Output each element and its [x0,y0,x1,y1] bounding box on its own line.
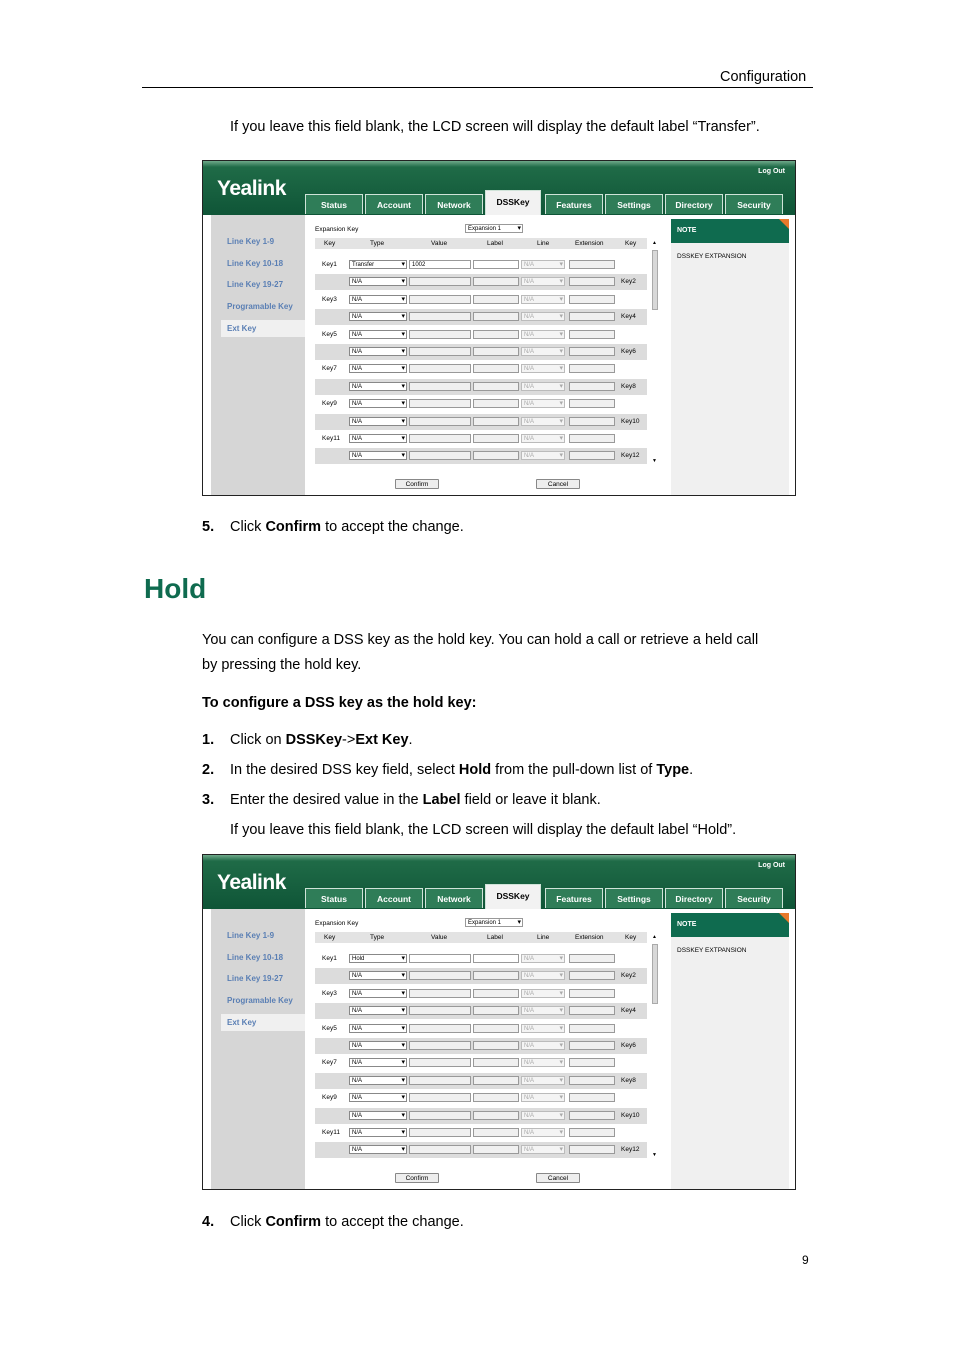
type-select[interactable]: N/A ▾ [349,1145,407,1154]
label-input[interactable] [473,295,519,304]
intro-text: If you leave this field blank, the LCD screen will display the default label “Transfer”. [230,119,760,135]
step-number: 3. [202,792,215,808]
key-label: Key12 [621,452,640,460]
key-label: Key6 [621,348,636,355]
extension-input[interactable] [569,364,615,373]
bold-term: Confirm [265,519,322,535]
key-label: Key7 [322,1059,337,1067]
expansion-select[interactable]: Expansion 1 ▾ [465,918,523,927]
label-input[interactable] [473,417,519,426]
line-select[interactable]: N/A ▾ [521,434,565,443]
extension-input[interactable] [569,312,615,321]
value-input[interactable] [409,954,471,963]
tab-settings[interactable]: Settings [605,194,663,214]
brand-logo: Yealink [217,871,286,894]
label-input[interactable] [473,971,519,980]
extension-input[interactable] [569,1093,615,1102]
table-row [315,379,647,395]
table-row [315,1021,647,1037]
note-text: DSSKEY EXTPANSION [677,947,747,954]
label-input[interactable] [473,1024,519,1033]
step-text [230,728,413,753]
type-select[interactable]: N/A ▾ [349,434,407,443]
table-row [315,396,647,412]
note-title: NOTE [671,913,789,937]
type-select[interactable]: N/A ▾ [349,1006,407,1015]
table-row [315,951,647,967]
scrollbar[interactable] [651,934,659,1158]
label-input[interactable] [473,364,519,373]
type-select[interactable]: Hold ▾ [349,954,407,963]
value-input[interactable] [409,1006,471,1015]
label-input[interactable] [473,434,519,443]
key-label: Key5 [322,1024,337,1032]
table-row [315,1108,647,1124]
brand-logo: Yealink [217,177,286,200]
text: Click [230,519,266,535]
value-input[interactable] [409,1058,471,1067]
line-select[interactable]: N/A ▾ [521,451,565,460]
key-label: Key4 [621,313,636,321]
scroll-thumb[interactable] [652,944,658,1004]
type-select[interactable]: N/A ▾ [349,399,407,408]
extension-input[interactable] [569,277,615,286]
step-4 [202,1210,464,1235]
label-input[interactable] [473,382,519,391]
note-title: NOTE [671,219,789,243]
section-title: Hold [144,573,207,604]
text: to accept the change. [321,519,464,535]
table-row [315,986,647,1002]
label-input[interactable] [473,1128,519,1137]
extension-input[interactable] [569,1111,615,1120]
scroll-thumb[interactable] [652,250,658,310]
tab-network[interactable]: Network [425,888,483,908]
column-header: Line [537,934,550,941]
extension-input[interactable] [569,434,615,443]
column-header: Extension [575,240,604,247]
value-input[interactable] [409,1093,471,1102]
tab-status[interactable]: Status [305,888,363,908]
extension-input[interactable] [569,347,615,356]
type-select[interactable]: N/A ▾ [349,417,407,426]
key-label: Key7 [322,365,337,373]
column-header: Line [537,240,550,247]
table-row [315,257,647,273]
value-input[interactable] [409,1076,471,1085]
column-header: Label [487,240,503,247]
tab-status[interactable]: Status [305,194,363,214]
column-header: Key [625,240,637,247]
sidebar-item-line-key-10-18[interactable]: Line Key 10-18 [227,953,284,962]
line-select[interactable]: N/A ▾ [521,399,565,408]
value-input[interactable] [409,1024,471,1033]
value-input[interactable]: 1002 [409,260,471,269]
key-label: Key11 [322,1129,340,1136]
key-label: Key11 [322,435,340,442]
tab-features[interactable]: Features [545,194,603,214]
bold-term: Type [656,762,690,778]
step-text [230,515,464,540]
text: to accept the change. [321,1214,464,1230]
extension-input[interactable] [569,382,615,391]
confirm-button[interactable]: Confirm [395,479,439,489]
column-header: Key [324,934,336,941]
page-number: 9 [802,1253,809,1267]
value-input[interactable] [409,364,471,373]
extension-input[interactable] [569,295,615,304]
extension-input[interactable] [569,1024,615,1033]
text: -> [342,732,356,748]
step-5 [202,515,464,540]
sidebar-item-ext-key[interactable]: Ext Key [221,1014,305,1031]
sidebar-item-line-key-1-9[interactable]: Line Key 1-9 [227,237,275,246]
key-label: Key5 [322,330,337,338]
sidebar-item-line-key-1-9[interactable]: Line Key 1-9 [227,931,275,940]
scroll-up-icon[interactable]: ▲ [652,934,657,940]
label-input[interactable] [473,1111,519,1120]
type-select[interactable]: N/A ▾ [349,364,407,373]
extension-input[interactable] [569,260,615,269]
table-row [315,1073,647,1089]
column-header: Type [370,240,385,247]
key-label: Key1 [322,955,337,962]
extension-input[interactable] [569,954,615,963]
extension-input[interactable] [569,330,615,339]
extension-input[interactable] [569,1076,615,1085]
column-header: Label [487,934,503,941]
running-header: Configuration [720,69,807,85]
value-input[interactable] [409,1128,471,1137]
value-input[interactable] [409,330,471,339]
text: . [689,762,694,778]
line-select[interactable]: N/A ▾ [521,989,565,998]
value-input[interactable] [409,399,471,408]
table-row [315,327,647,343]
table-row [315,361,647,377]
table-header [315,238,647,249]
value-input[interactable] [409,417,471,426]
sidebar-item-programable-key[interactable]: Programable Key [227,302,293,311]
key-label: Key3 [322,989,337,997]
tab-security[interactable]: Security [725,888,783,908]
step-number: 4. [202,1214,215,1230]
line-select[interactable]: N/A ▾ [521,382,565,391]
procedure-heading: To configure a DSS key as the hold key: [202,695,477,711]
label-input[interactable] [473,1006,519,1015]
step-text [230,1210,464,1235]
type-select[interactable]: N/A ▾ [349,312,407,321]
extension-input[interactable] [569,417,615,426]
table-row [315,1142,647,1158]
key-label: Key2 [621,972,636,980]
sidebar-item-line-key-19-27[interactable]: Line Key 19-27 [227,974,284,983]
text: In the desired DSS key field, select [230,762,459,778]
table-row [315,1055,647,1071]
label-input[interactable] [473,260,519,269]
header-rule [142,87,813,88]
type-select[interactable]: N/A ▾ [349,1024,407,1033]
value-input[interactable] [409,382,471,391]
label-input[interactable] [473,1093,519,1102]
line-select[interactable]: N/A ▾ [521,312,565,321]
label-input[interactable] [473,330,519,339]
value-input[interactable] [409,434,471,443]
tab-security[interactable]: Security [725,194,783,214]
line-select[interactable]: N/A ▾ [521,971,565,980]
value-input[interactable] [409,277,471,286]
extension-input[interactable] [569,989,615,998]
bold-term: Confirm [265,1214,322,1230]
type-select[interactable]: N/A ▾ [349,277,407,286]
label-input[interactable] [473,347,519,356]
sidebar-item-programable-key[interactable]: Programable Key [227,996,293,1005]
tab-settings[interactable]: Settings [605,888,663,908]
column-header: Value [431,240,448,247]
line-select[interactable]: N/A ▾ [521,1128,565,1137]
paragraph-line-2: by pressing the hold key. [202,657,362,673]
extension-input[interactable] [569,451,615,460]
tab-features[interactable]: Features [545,888,603,908]
step-number: 1. [202,732,215,748]
extension-input[interactable] [569,1006,615,1015]
sidebar-item-line-key-19-27[interactable]: Line Key 19-27 [227,280,284,289]
label-input[interactable] [473,1041,519,1050]
extension-input[interactable] [569,399,615,408]
value-input[interactable] [409,971,471,980]
value-input[interactable] [409,1041,471,1050]
key-label: Key9 [322,1094,337,1102]
table-row [315,1003,647,1019]
line-select[interactable]: N/A ▾ [521,260,565,269]
bold-term: Label [422,792,461,808]
line-select[interactable]: N/A ▾ [521,347,565,356]
line-select[interactable]: N/A ▾ [521,1024,565,1033]
text: from the pull-down list of [491,762,657,778]
column-header: Type [370,934,385,941]
paragraph-line-1: You can configure a DSS key as the hold key. You can hold a call or retrieve a held call [202,632,759,648]
tab-dsskey[interactable]: DSSKey [485,190,541,215]
text: . [408,732,413,748]
label-input[interactable] [473,277,519,286]
table-row [315,309,647,325]
logout-link[interactable]: Log Out [758,862,785,869]
bold-term: DSSKey [285,732,343,748]
type-select[interactable]: Transfer ▾ [349,260,407,269]
key-label: Key8 [621,1076,636,1084]
key-label: Key12 [621,1146,640,1154]
value-input[interactable] [409,989,471,998]
key-label: Key8 [621,382,636,390]
column-header: Key [324,240,336,247]
line-select[interactable]: N/A ▾ [521,277,565,286]
table-row [315,1038,647,1054]
table-row [315,414,647,430]
label-input[interactable] [473,451,519,460]
label-input[interactable] [473,1076,519,1085]
step-text [230,788,601,813]
label-input[interactable] [473,989,519,998]
value-input[interactable] [409,347,471,356]
table-row [315,274,647,290]
sidebar-item-ext-key[interactable]: Ext Key [221,320,305,337]
key-label: Key10 [621,1111,640,1119]
line-select[interactable]: N/A ▾ [521,1076,565,1085]
extension-input[interactable] [569,1041,615,1050]
key-label: Key4 [621,1007,636,1015]
label-input[interactable] [473,954,519,963]
bold-term: Ext Key [355,732,409,748]
expansion-key-label: Expansion Key [315,226,359,233]
tab-network[interactable]: Network [425,194,483,214]
scrollbar[interactable] [651,240,659,464]
step-2 [202,758,802,783]
label-input[interactable] [473,399,519,408]
table-row [315,1090,647,1106]
tab-account[interactable]: Account [365,194,423,214]
step-number: 2. [202,762,215,778]
tab-directory[interactable]: Directory [665,888,723,908]
key-label: Key1 [322,261,337,268]
logout-link[interactable]: Log Out [758,168,785,175]
table-header [315,932,647,943]
key-label: Key6 [621,1042,636,1049]
table-row [315,1125,647,1141]
scroll-down-icon[interactable]: ▼ [652,1152,657,1158]
line-select[interactable]: N/A ▾ [521,330,565,339]
line-select[interactable]: N/A ▾ [521,295,565,304]
step-1 [202,728,802,753]
line-select[interactable]: N/A ▾ [521,1058,565,1067]
value-input[interactable] [409,451,471,460]
tab-dsskey[interactable]: DSSKey [485,884,541,909]
line-select[interactable]: N/A ▾ [521,1041,565,1050]
cancel-button[interactable]: Cancel [536,1173,580,1183]
type-select[interactable]: N/A ▾ [349,989,407,998]
line-select[interactable]: N/A ▾ [521,1111,565,1120]
line-select[interactable]: N/A ▾ [521,417,565,426]
column-header: Extension [575,934,604,941]
value-input[interactable] [409,312,471,321]
type-select[interactable]: N/A ▾ [349,382,407,391]
type-select[interactable]: N/A ▾ [349,1128,407,1137]
table-row [315,968,647,984]
label-input[interactable] [473,1058,519,1067]
tab-account[interactable]: Account [365,888,423,908]
type-select[interactable]: N/A ▾ [349,1093,407,1102]
column-header: Key [625,934,637,941]
line-select[interactable]: N/A ▾ [521,364,565,373]
line-select[interactable]: N/A ▾ [521,1145,565,1154]
note-panel [671,219,789,495]
key-label: Key2 [621,278,636,286]
extension-input[interactable] [569,1128,615,1137]
value-input[interactable] [409,295,471,304]
type-select[interactable]: N/A ▾ [349,330,407,339]
key-label: Key9 [322,400,337,408]
type-select[interactable]: N/A ▾ [349,347,407,356]
text: Click on [230,732,286,748]
web-ui-screenshot-transfer [202,160,796,496]
text: Click [230,1214,266,1230]
type-select[interactable]: N/A ▾ [349,1111,407,1120]
scroll-down-icon[interactable]: ▼ [652,458,657,464]
table-row [315,344,647,360]
line-select[interactable]: N/A ▾ [521,1006,565,1015]
extension-input[interactable] [569,1058,615,1067]
type-select[interactable]: N/A ▾ [349,451,407,460]
key-label: Key3 [322,295,337,303]
label-input[interactable] [473,312,519,321]
table-row [315,292,647,308]
type-select[interactable]: N/A ▾ [349,295,407,304]
column-header: Value [431,934,448,941]
value-input[interactable] [409,1111,471,1120]
type-select[interactable]: N/A ▾ [349,971,407,980]
extension-input[interactable] [569,1145,615,1154]
key-label: Key10 [621,417,640,425]
type-select[interactable]: N/A ▾ [349,1041,407,1050]
text: field or leave it blank. [460,792,601,808]
tab-directory[interactable]: Directory [665,194,723,214]
expansion-key-label: Expansion Key [315,920,359,927]
step-number: 5. [202,519,215,535]
bold-term: Hold [458,762,492,778]
expansion-select[interactable]: Expansion 1 ▾ [465,224,523,233]
table-row [315,431,647,447]
text: Enter the desired value in the [230,792,423,808]
note-panel [671,913,789,1189]
step-3-note: If you leave this field blank, the LCD screen will display the default label “Hold”. [230,822,737,838]
step-text [230,758,693,783]
step-3 [202,788,802,813]
note-text: DSSKEY EXTPANSION [677,253,747,260]
type-select[interactable]: N/A ▾ [349,1058,407,1067]
scroll-up-icon[interactable]: ▲ [652,240,657,246]
web-ui-screenshot-hold [202,854,796,1190]
value-input[interactable] [409,1145,471,1154]
sidebar-item-line-key-10-18[interactable]: Line Key 10-18 [227,259,284,268]
table-row [315,448,647,464]
extension-input[interactable] [569,971,615,980]
type-select[interactable]: N/A ▾ [349,1076,407,1085]
confirm-button[interactable]: Confirm [395,1173,439,1183]
label-input[interactable] [473,1145,519,1154]
line-select[interactable]: N/A ▾ [521,954,565,963]
cancel-button[interactable]: Cancel [536,479,580,489]
line-select[interactable]: N/A ▾ [521,1093,565,1102]
